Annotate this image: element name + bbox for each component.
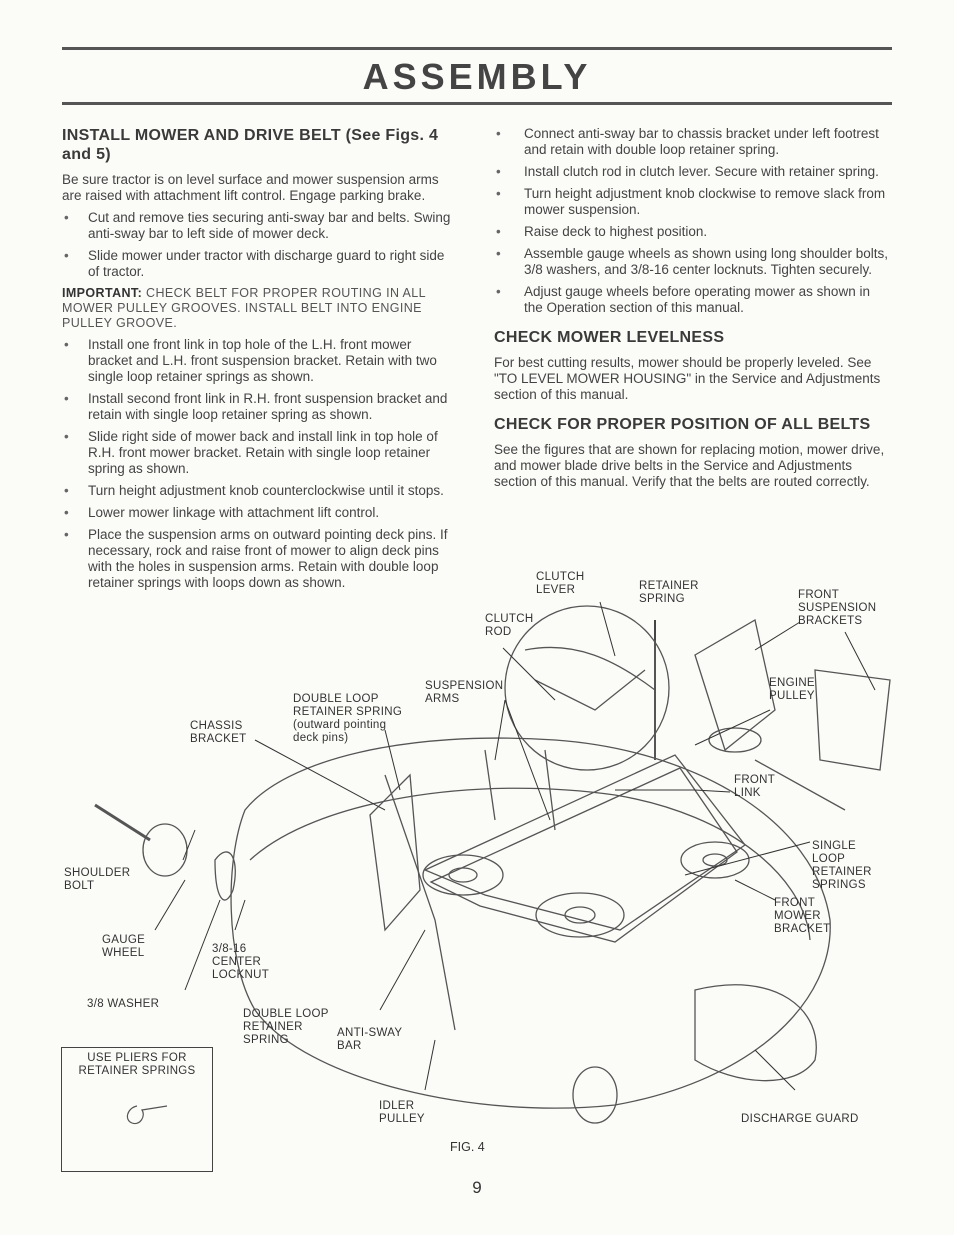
belts-heading: CHECK FOR PROPER POSITION OF ALL BELTS: [494, 416, 871, 433]
label-front-link: FRONT LINK: [734, 774, 776, 799]
important-label: IMPORTANT:: [62, 286, 143, 300]
label-front-suspension-brackets: FRONT SUSPENSION BRACKETS: [798, 589, 877, 627]
list-item: • Install one front link in top hole of the L.H. front mower bracket and L.H. front suspension bracket. Retain with two single loop retainer springs as shown.: [62, 337, 456, 385]
discharge-guard-shape: [695, 985, 816, 1081]
label-retainer-spring: RETAINER SPRING: [639, 580, 699, 605]
discharge-wheel-shape: [573, 1067, 617, 1123]
figure-caption: FIG. 4: [450, 1140, 485, 1154]
label-anti-sway-bar: ANTI-SWAY BAR: [337, 1027, 403, 1052]
important-note: [62, 286, 456, 331]
list-item: • Adjust gauge wheels before operating mower as shown in the Operation section of this manual.: [494, 284, 890, 316]
label-double-loop-top: DOUBLE LOOP RETAINER SPRING (outward pointing deck pins): [293, 693, 403, 744]
label-discharge-guard: DISCHARGE GUARD: [741, 1113, 859, 1125]
bullet-list-3: [494, 126, 890, 316]
label-chassis-bracket: CHASSIS BRACKET: [190, 720, 247, 745]
anti-sway-bar: [385, 775, 455, 1030]
label-double-loop-bottom: DOUBLE LOOP RETAINER SPRING: [243, 1008, 329, 1046]
levelness-heading: CHECK MOWER LEVELNESS: [494, 329, 725, 346]
label-locknut: 3/8-16 CENTER LOCKNUT: [212, 943, 270, 981]
engine-pulley-shape: [709, 728, 761, 752]
belts-paragraph: See the figures that are shown for replacing motion, mower drive, and mower blade drive belts in the Service and Adjustments section of this manual. Verify that the belts are routed correctly.: [494, 442, 885, 489]
center-pulley: [536, 893, 624, 937]
shoulder-bolt-shape: [95, 805, 150, 840]
list-item: • Turn height adjustment knob counterclockwise until it stops.: [62, 483, 456, 499]
page-number: 9: [472, 1178, 482, 1197]
label-washer: 3/8 WASHER: [87, 998, 160, 1010]
list-item: • Cut and remove ties securing anti-sway bar and belts. Swing anti-sway bar to left side of mower deck.: [62, 210, 456, 242]
gauge-wheel-shape: [143, 824, 187, 876]
list-item: • Place the suspension arms on outward pointing deck pins. If necessary, rock and raise front of mower to align deck pins with the holes in suspension arms. Retain with double loop retainer springs with loops down as shown.: [62, 527, 456, 591]
right-column: [494, 126, 890, 496]
suspension-arms: [485, 750, 555, 830]
list-item: • Slide mower under tractor with discharge guard to right side of tractor.: [62, 248, 456, 280]
pliers-note-text: USE PLIERS FOR RETAINER SPRINGS: [78, 1052, 196, 1077]
list-item: • Lower mower linkage with attachment lift control.: [62, 505, 456, 521]
intro-paragraph: Be sure tractor is on level surface and mower suspension arms are raised with attachment lift control. Engage parking brake.: [62, 172, 439, 203]
top-rule: [62, 47, 892, 50]
label-clutch-rod: CLUTCH ROD: [485, 613, 534, 638]
list-item: • Install second front link in R.H. front suspension bracket and retain with single loop retainer spring as shown.: [62, 391, 456, 423]
label-idler-pulley: IDLER PULLEY: [379, 1100, 425, 1125]
chassis-bracket-shape: [370, 775, 420, 930]
list-item: • Turn height adjustment knob clockwise to remove slack from mower suspension.: [494, 186, 890, 218]
front-mower-bracket-shape: [815, 670, 890, 770]
drive-belt: [425, 755, 745, 930]
pliers-note-box: [61, 1047, 213, 1172]
important-text: CHECK BELT FOR PROPER ROUTING IN ALL MOWER PULLEY GROOVES. INSTALL BELT INTO ENGINE PULLEY GROOVE.: [62, 286, 426, 330]
page-title: ASSEMBLY: [362, 56, 592, 97]
list-item: • Assemble gauge wheels as shown using long shoulder bolts, 3/8 washers, and 3/8-16 center locknuts. Tighten securely.: [494, 246, 890, 278]
bullet-list-1: [62, 210, 456, 280]
title-underline: [62, 102, 892, 105]
label-gauge-wheel: GAUGE WHEEL: [102, 934, 146, 959]
label-front-mower-bracket: FRONT MOWER BRACKET: [774, 897, 831, 935]
label-clutch-lever: CLUTCH LEVER: [536, 571, 585, 596]
install-heading: INSTALL MOWER AND DRIVE BELT (See Figs. 4 and 5): [62, 127, 439, 163]
right-pulley: [681, 842, 749, 878]
label-engine-pulley: ENGINE PULLEY: [769, 677, 815, 702]
list-item: • Raise deck to highest position.: [494, 224, 890, 240]
label-suspension-arms: SUSPENSION ARMS: [425, 680, 504, 705]
label-shoulder-bolt: SHOULDER BOLT: [64, 867, 131, 892]
label-single-loop-springs: SINGLE LOOP RETAINER SPRINGS: [812, 840, 872, 891]
spring-icon: [62, 1048, 212, 1171]
left-column: [62, 126, 456, 597]
list-item: • Connect anti-sway bar to chassis bracket under left footrest and retain with double loop retainer spring.: [494, 126, 890, 158]
left-pulley: [423, 855, 503, 895]
list-item: • Install clutch rod in clutch lever. Secure with retainer spring.: [494, 164, 890, 180]
list-item: • Slide right side of mower back and install link in top hole of R.H. front mower bracket. Retain with single loop retainer spring as shown.: [62, 429, 456, 477]
levelness-paragraph: For best cutting results, mower should be properly leveled. See "TO LEVEL MOWER HOUSING" in the Service and Adjustments section of this manual.: [494, 355, 881, 402]
bullet-list-2: [62, 337, 456, 591]
front-suspension-bracket-shape: [695, 620, 775, 750]
